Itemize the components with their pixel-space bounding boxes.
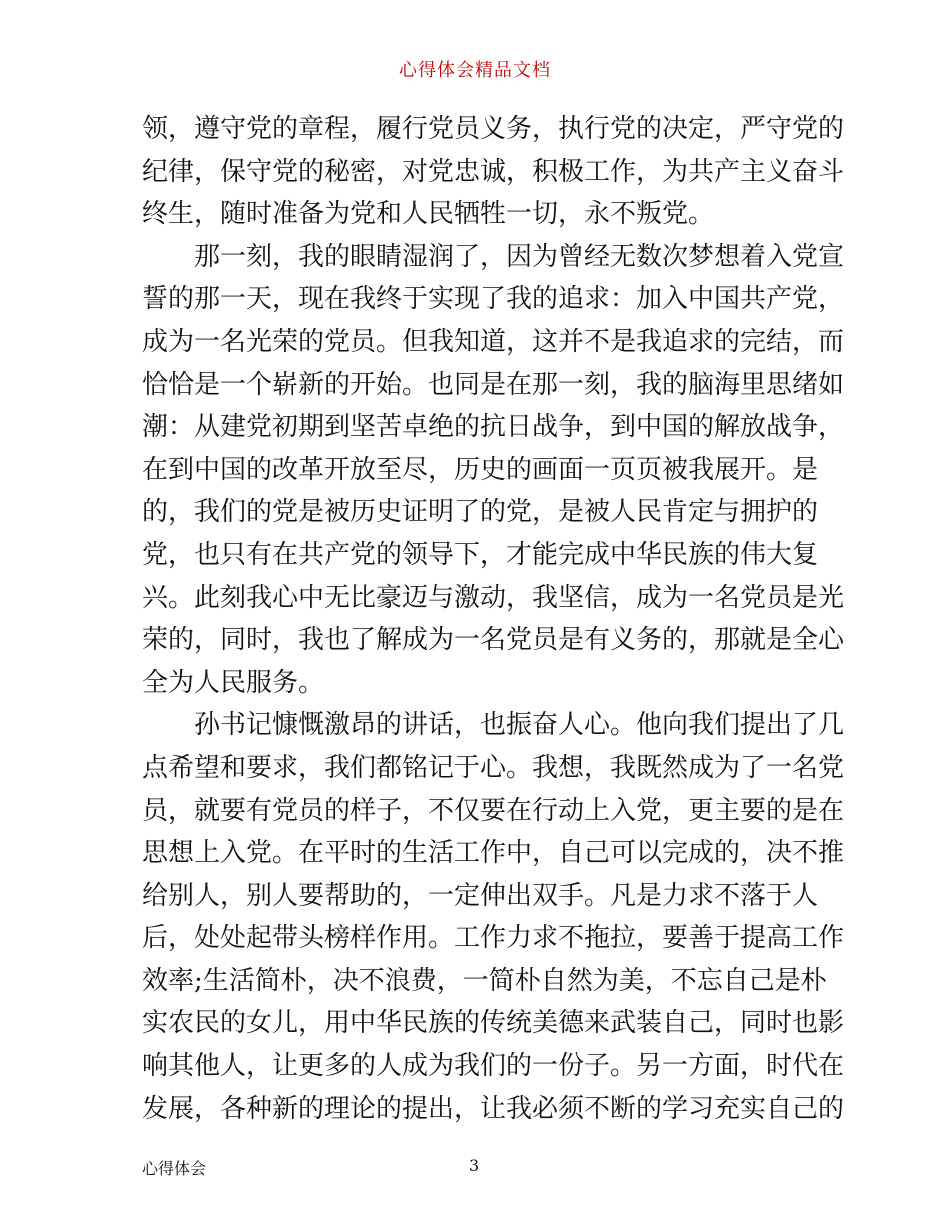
document-header-title: 心得体会精品文档	[399, 60, 551, 81]
footer-label: 心得体会	[142, 1159, 207, 1178]
body-line: 给别人，别人要帮助的，一定伸出双手。凡是力求不落于人	[142, 880, 819, 911]
body-line: 点希望和要求，我们都铭记于心。我想，我既然成为了一名党	[142, 752, 845, 783]
body-line: 后，处处起带头榜样作用。工作力求不拖拉，要善于提高工作	[142, 923, 845, 954]
body-line: 党，也只有在共产党的领导下，才能完成中华民族的伟大复	[142, 539, 819, 570]
body-line: 的，我们的党是被历史证明了的党，是被人民肯定与拥护的	[142, 497, 819, 528]
body-line: 在到中国的改革开放至尽，历史的画面一页页被我展开。是	[142, 454, 819, 485]
body-line: 誓的那一天，现在我终于实现了我的追求：加入中国共产党，	[142, 284, 845, 315]
body-line: 纪律，保守党的秘密，对党忠诚，积极工作，为共产主义奋斗	[142, 156, 845, 187]
body-line: 发展，各种新的理论的提出，让我必须不断的学习充实自己的	[142, 1093, 845, 1124]
body-line: 思想上入党。在平时的生活工作中，自己可以完成的，决不推	[142, 838, 845, 869]
body-line: 兴。此刻我心中无比豪迈与激动，我坚信，成为一名党员是光	[142, 582, 845, 613]
body-line: 员，就要有党员的样子，不仅要在行动上入党，更主要的是在	[142, 795, 845, 826]
body-line: 实农民的女儿，用中华民族的传统美德来武装自己，同时也影	[142, 1008, 845, 1039]
body-line: 效率;生活简朴，决不浪费，一简朴自然为美，不忘自己是朴	[142, 965, 827, 996]
body-line: 成为一名光荣的党员。但我知道，这并不是我追求的完结，而	[142, 326, 845, 357]
body-line: 潮：从建党初期到坚苦卓绝的抗日战争，到中国的解放战争，	[142, 412, 845, 443]
body-line: 恰恰是一个崭新的开始。也同是在那一刻，我的脑海里思绪如	[142, 369, 845, 400]
body-line: 响其他人，让更多的人成为我们的一份子。另一方面，时代在	[142, 1051, 845, 1082]
body-line: 全为人民服务。	[142, 667, 325, 698]
body-line: 孙书记慷慨激昂的讲话，也振奋人心。他向我们提出了几	[194, 710, 845, 741]
body-line: 荣的，同时，我也了解成为一名党员是有义务的，那就是全心	[142, 625, 845, 656]
body-line: 终生，随时准备为党和人民牺牲一切，永不叛党。	[142, 199, 715, 230]
body-line: 那一刻，我的眼睛湿润了，因为曾经无数次梦想着入党宣	[194, 241, 845, 272]
page-number: 3	[469, 1156, 480, 1175]
document-body	[142, 108, 845, 1130]
body-line: 领，遵守党的章程，履行党员义务，执行党的决定，严守党的	[142, 114, 845, 144]
